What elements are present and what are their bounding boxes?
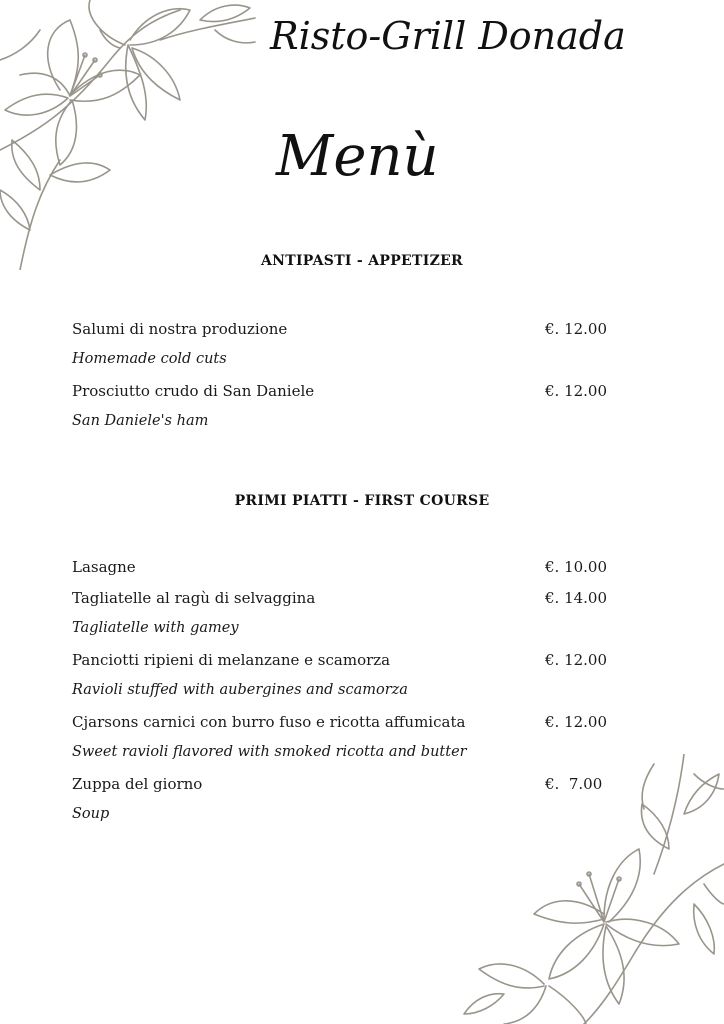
menu-item-description: Soup <box>72 806 110 822</box>
menu-item-name: Lasagne <box>72 558 136 576</box>
menu-item-price: €. 7.00 <box>545 775 603 793</box>
menu-item-price: €. 12.00 <box>545 651 608 669</box>
menu-item-price: €. 12.00 <box>545 382 608 400</box>
menu-item-description: Homemade cold cuts <box>72 351 227 367</box>
menu-item-name: Salumi di nostra produzione <box>72 320 288 338</box>
menu-item <box>72 775 612 797</box>
menu-item-price: €. 12.00 <box>545 713 608 731</box>
menu-item-name: Prosciutto crudo di San Daniele <box>72 382 315 400</box>
menu-item-description: Tagliatelle with gamey <box>72 620 239 636</box>
menu-item-name: Zuppa del giorno <box>72 775 203 793</box>
menu-item <box>72 382 612 404</box>
section-heading-primi-piatti: PRIMI PIATTI - FIRST COURSE <box>234 493 490 509</box>
menu-item-description: San Daniele's ham <box>72 413 209 429</box>
menu-item-name: Cjarsons carnici con burro fuso e ricotta affumicata <box>72 713 466 731</box>
menu-item <box>72 558 612 580</box>
menu-title: Menù <box>276 124 439 189</box>
menu-item <box>72 651 612 673</box>
restaurant-name: Risto-Grill Donada <box>270 14 626 58</box>
menu-item-price: €. 12.00 <box>545 320 608 338</box>
menu-item <box>72 320 612 342</box>
menu-item-name: Tagliatelle al ragù di selvaggina <box>72 589 316 607</box>
menu-item-price: €. 10.00 <box>545 558 608 576</box>
menu-item-name: Panciotti ripieni di melanzane e scamorza <box>72 651 391 669</box>
menu-item <box>72 589 612 611</box>
menu-item-description: Sweet ravioli flavored with smoked ricotta and butter <box>72 744 467 760</box>
menu-item-price: €. 14.00 <box>545 589 608 607</box>
section-heading-antipasti: ANTIPASTI - APPETIZER <box>260 253 463 269</box>
lily-floral-top-left-icon <box>0 0 260 270</box>
menu-item-description: Ravioli stuffed with aubergines and scamorza <box>72 682 408 698</box>
menu-item <box>72 713 612 735</box>
